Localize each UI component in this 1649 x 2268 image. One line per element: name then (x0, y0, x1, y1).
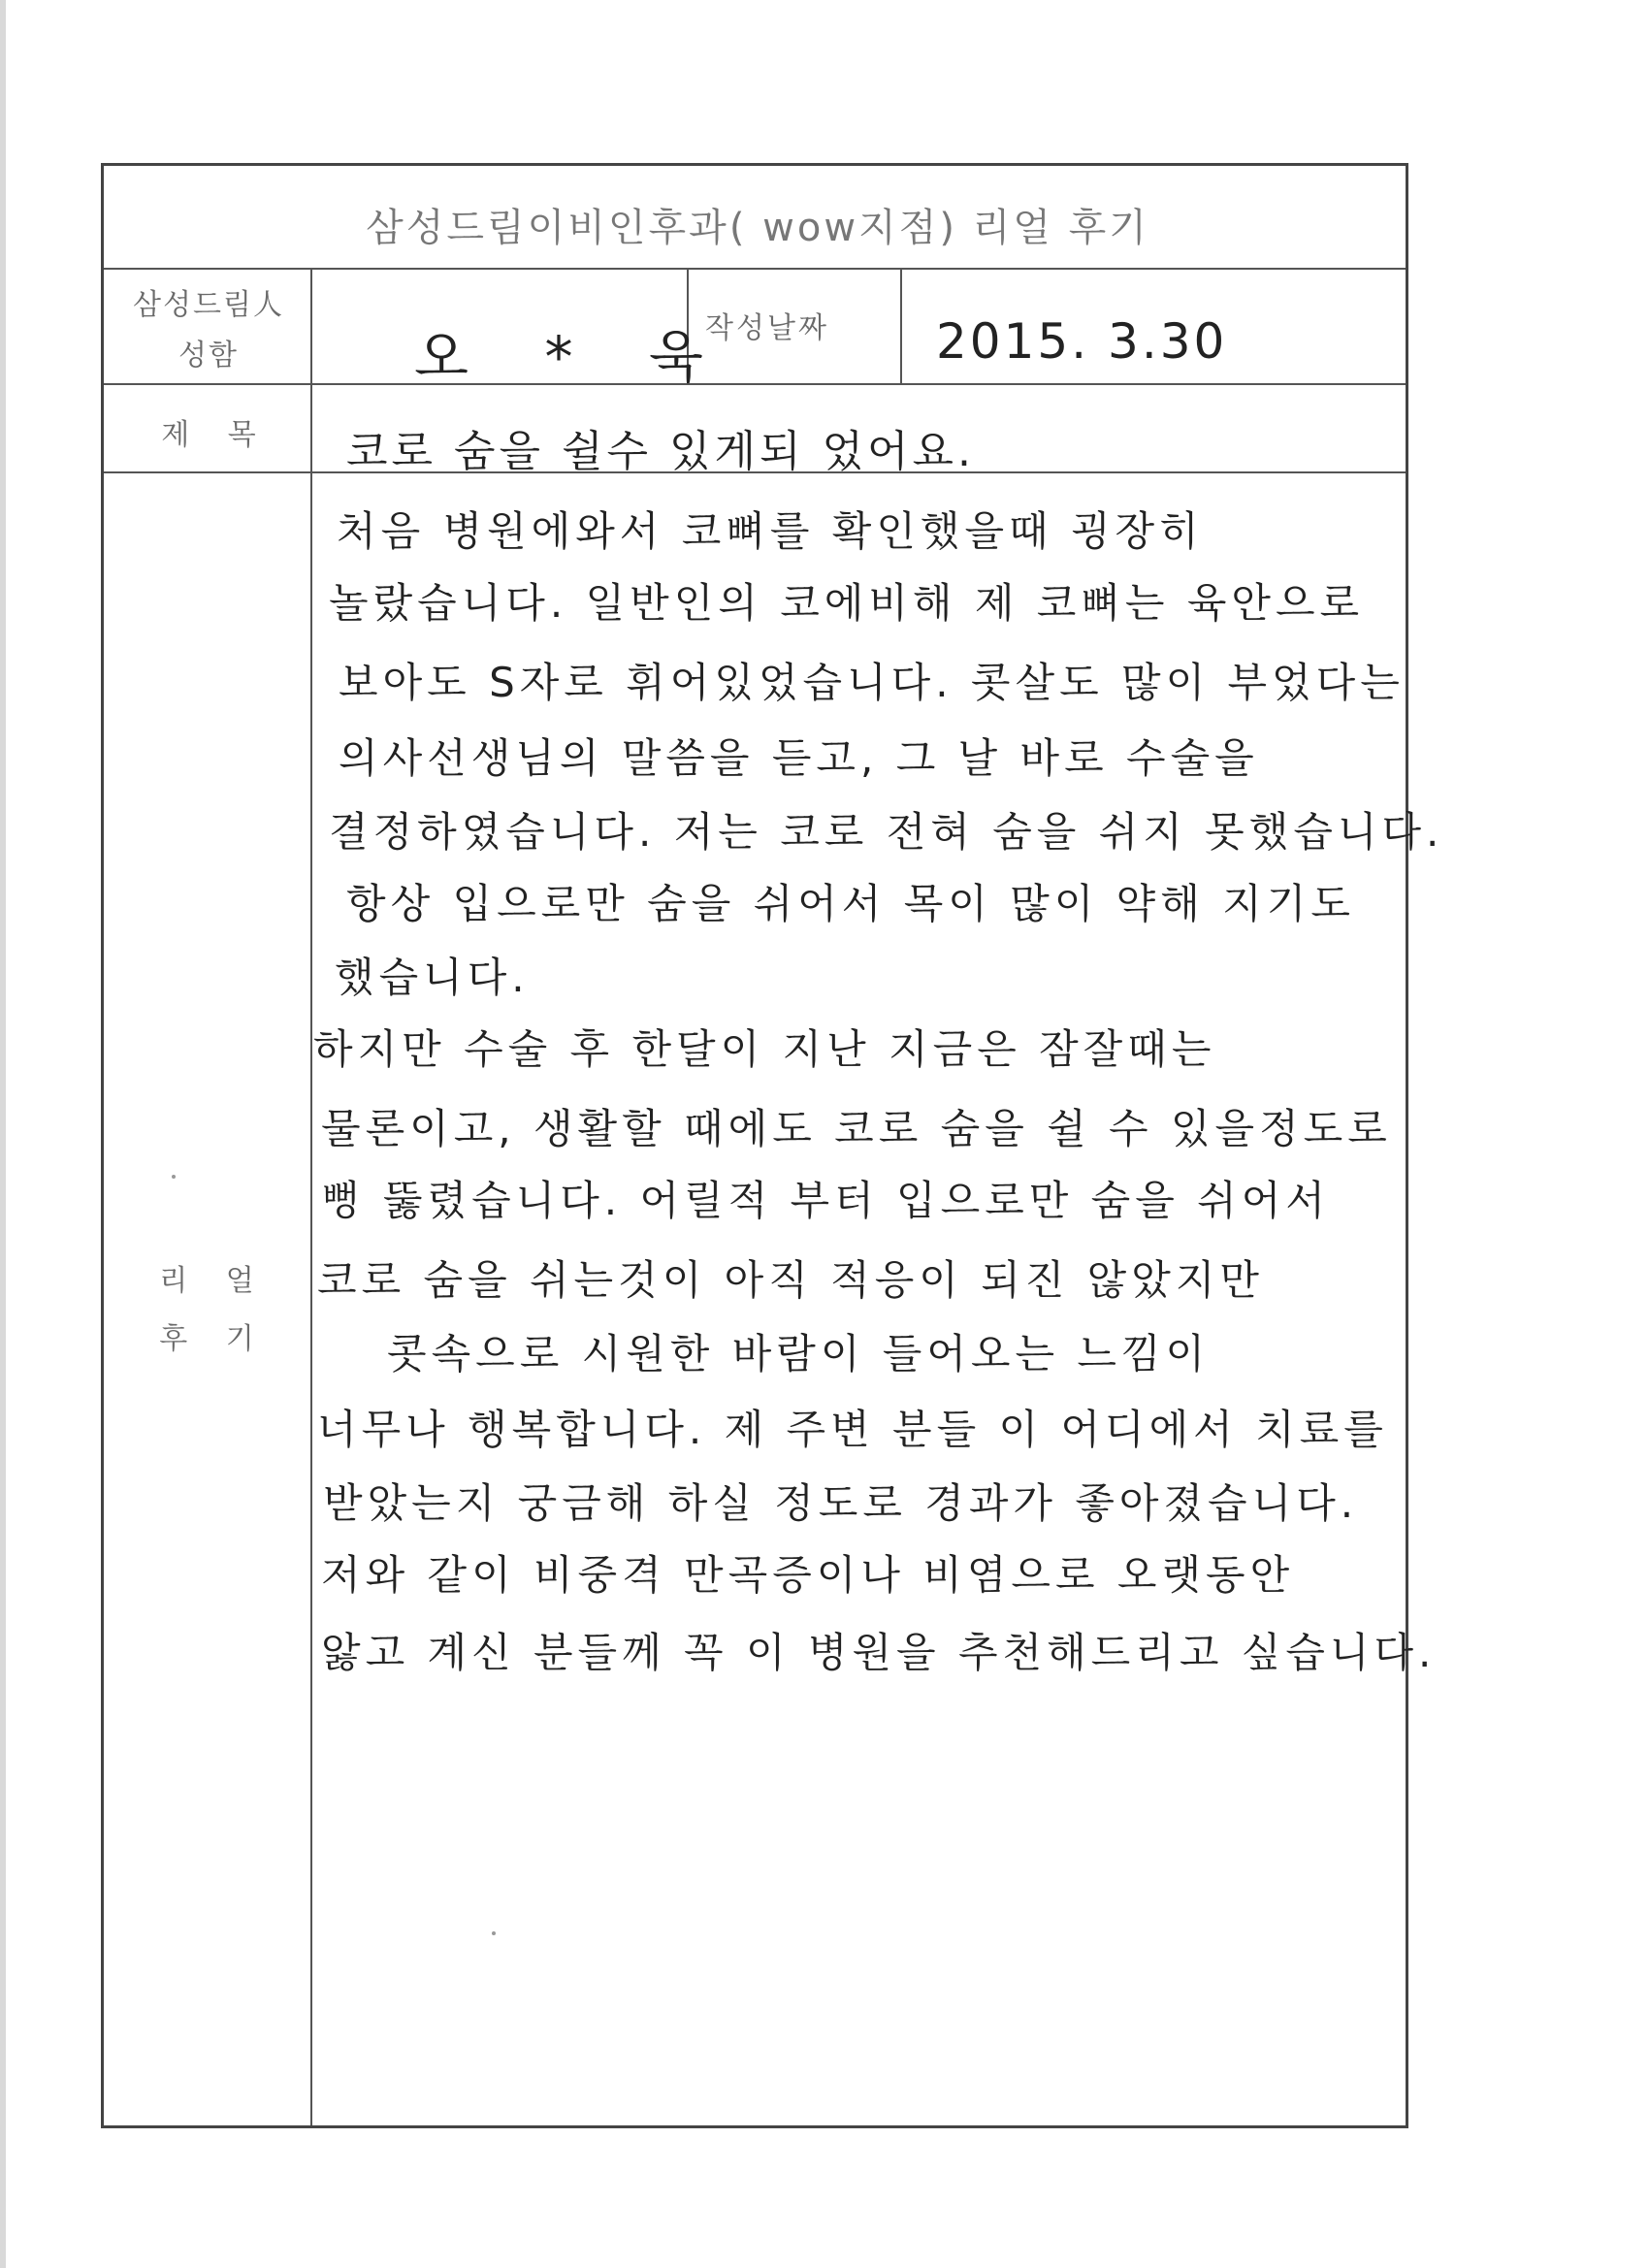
name-value: 오 * 욱 (414, 324, 732, 390)
date-value: 2015. 3.30 (936, 313, 1228, 370)
review-body-line: 코로 숨을 쉬는것이 아직 적응이 되진 않았지만 (317, 1256, 1264, 1304)
review-body-line: 너무나 행복합니다. 제 주변 분들 이 어디에서 치료를 (317, 1406, 1388, 1453)
name-label: 삼성드림人 성함 (133, 288, 284, 373)
page-scan-edge (0, 0, 6, 2268)
date-label: 작성날짜 (705, 311, 829, 345)
date-label-right-divider (900, 268, 902, 384)
name-row-divider (104, 383, 1406, 385)
review-body-line: 결정하였습니다. 저는 코로 전혀 숨을 쉬지 못했습니다. (329, 808, 1444, 856)
review-body-line: 물론이고, 생활할 때에도 코로 숨을 쉴 수 있을정도로 (321, 1105, 1392, 1152)
review-body-line: 항상 입으로만 숨을 쉬어서 목이 많이 약해 지기도 (346, 880, 1355, 927)
subject-value: 코로 숨을 쉴수 있게되 었어요. (346, 427, 975, 476)
review-form (101, 163, 1444, 2128)
title-row-divider (104, 268, 1406, 270)
review-body-line: 뻥 뚫렸습니다. 어릴적 부터 입으로만 숨을 쉬어서 (321, 1177, 1330, 1224)
review-body-line: 받았는지 궁금해 하실 정도로 경과가 좋아졌습니다. (323, 1479, 1359, 1527)
review-body-line: 놀랐습니다. 일반인의 코에비해 제 코뼈는 육안으로 (329, 579, 1365, 627)
review-label: 리 얼 후 기 (159, 1264, 254, 1356)
review-body-line: 콧속으로 시원한 바람이 들어오는 느낌이 (387, 1330, 1211, 1377)
review-body-line: 했습니다. (335, 954, 530, 1001)
review-body-line: 하지만 수술 후 한달이 지난 지금은 잠잘때는 (313, 1025, 1216, 1073)
review-body-line: 의사선생님의 말씀을 듣고, 그 날 바로 수술을 (339, 734, 1259, 782)
scan-speck (492, 1931, 496, 1935)
review-body-line: 앓고 계신 분들께 꼭 이 병원을 추천해드리고 싶습니다. (321, 1629, 1437, 1676)
scan-speck (172, 1175, 176, 1179)
label-column-divider (310, 268, 312, 2125)
review-body-line: 저와 같이 비중격 만곡증이나 비염으로 오랫동안 (321, 1551, 1295, 1599)
form-title: 삼성드림이비인후과( wow지점) 리얼 후기 (366, 206, 1149, 250)
subject-label: 제 목 (161, 418, 256, 452)
review-body-line: 보아도 S자로 휘어있었습니다. 콧살도 많이 부었다는 (339, 659, 1405, 706)
review-body-line: 처음 병원에와서 코뼈를 확인했을때 굉장히 (337, 507, 1204, 555)
